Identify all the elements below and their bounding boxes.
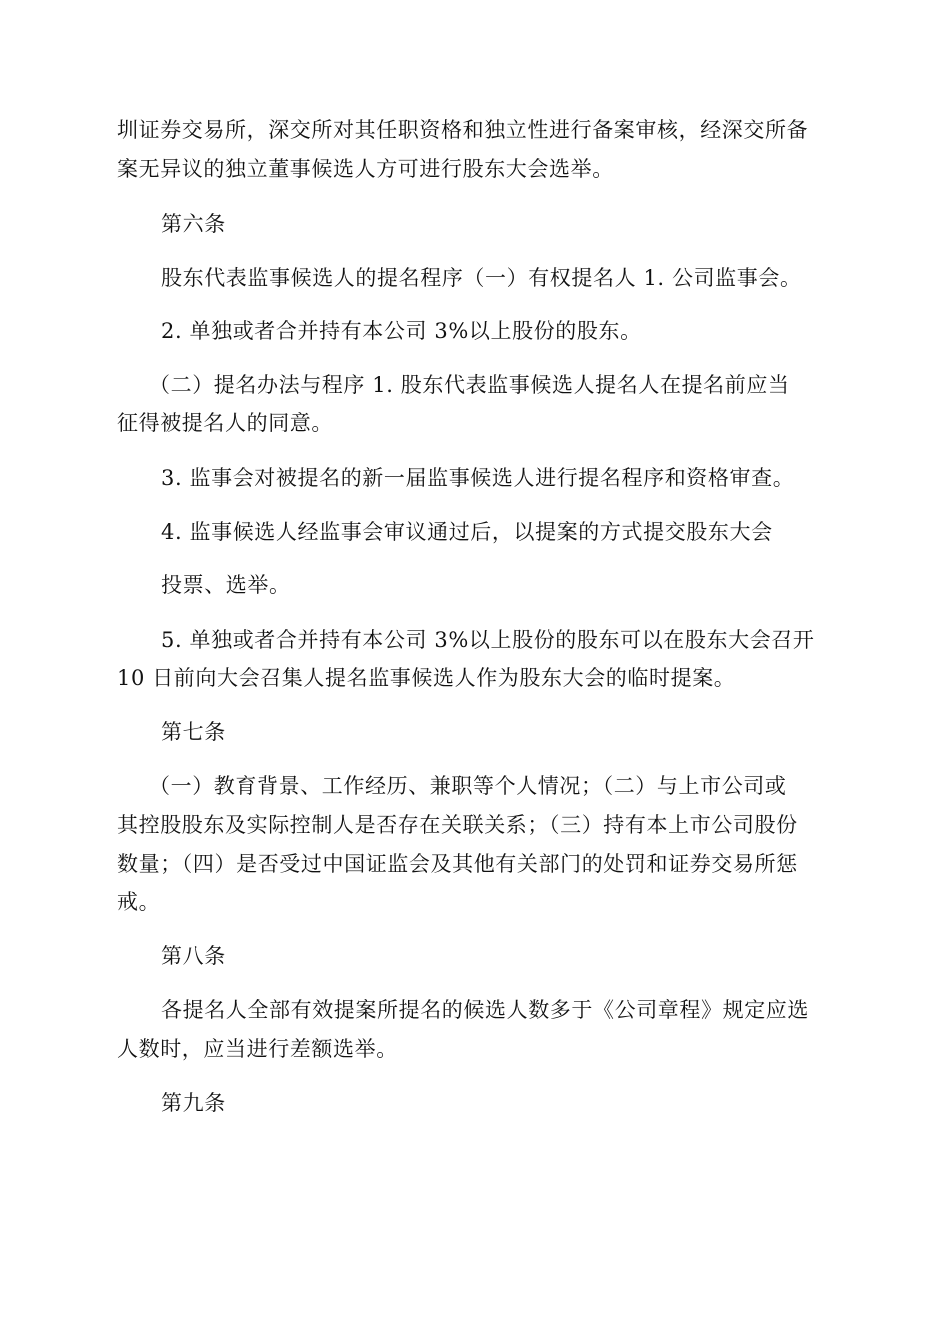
text-line: 10 日前向大会召集人提名监事候选人作为股东大会的临时提案。 xyxy=(117,666,736,690)
text-line: 其控股股东及实际控制人是否存在关联关系；（三）持有本上市公司股份 xyxy=(117,813,798,837)
text-line: （二）提名办法与程序 1. 股东代表监事候选人提名人在提名前应当 xyxy=(149,373,790,397)
text-line: 4. 监事候选人经监事会审议通过后，以提案的方式提交股东大会 xyxy=(161,520,773,544)
text-line: 股东代表监事候选人的提名程序（一）有权提名人 1. 公司监事会。 xyxy=(161,266,802,290)
text-line: 圳证券交易所，深交所对其任职资格和独立性进行备案审核，经深交所备 xyxy=(117,118,809,142)
text-line: 各提名人全部有效提案所提名的候选人数多于《公司章程》规定应选 xyxy=(161,998,809,1022)
text-line: （一）教育背景、工作经历、兼职等个人情况；（二）与上市公司或 xyxy=(149,774,787,798)
text-line: 2. 单独或者合并持有本公司 3%以上股份的股东。 xyxy=(161,319,642,343)
text-line: 人数时，应当进行差额选举。 xyxy=(117,1037,398,1061)
text-line: 5. 单独或者合并持有本公司 3%以上股份的股东可以在股东大会召开 xyxy=(161,628,815,652)
text-line: 3. 监事会对被提名的新一届监事候选人进行提名程序和资格审查。 xyxy=(161,466,795,490)
article-heading: 第九条 xyxy=(161,1091,226,1115)
article-heading: 第六条 xyxy=(161,212,226,236)
text-line: 投票、选举。 xyxy=(161,573,291,597)
article-heading: 第七条 xyxy=(161,720,226,744)
text-line: 戒。 xyxy=(117,890,161,914)
text-line: 数量；（四）是否受过中国证监会及其他有关部门的处罚和证券交易所惩 xyxy=(117,852,798,876)
text-line: 征得被提名人的同意。 xyxy=(117,411,333,435)
article-heading: 第八条 xyxy=(161,944,226,968)
text-line: 案无异议的独立董事候选人方可进行股东大会选举。 xyxy=(117,157,614,181)
